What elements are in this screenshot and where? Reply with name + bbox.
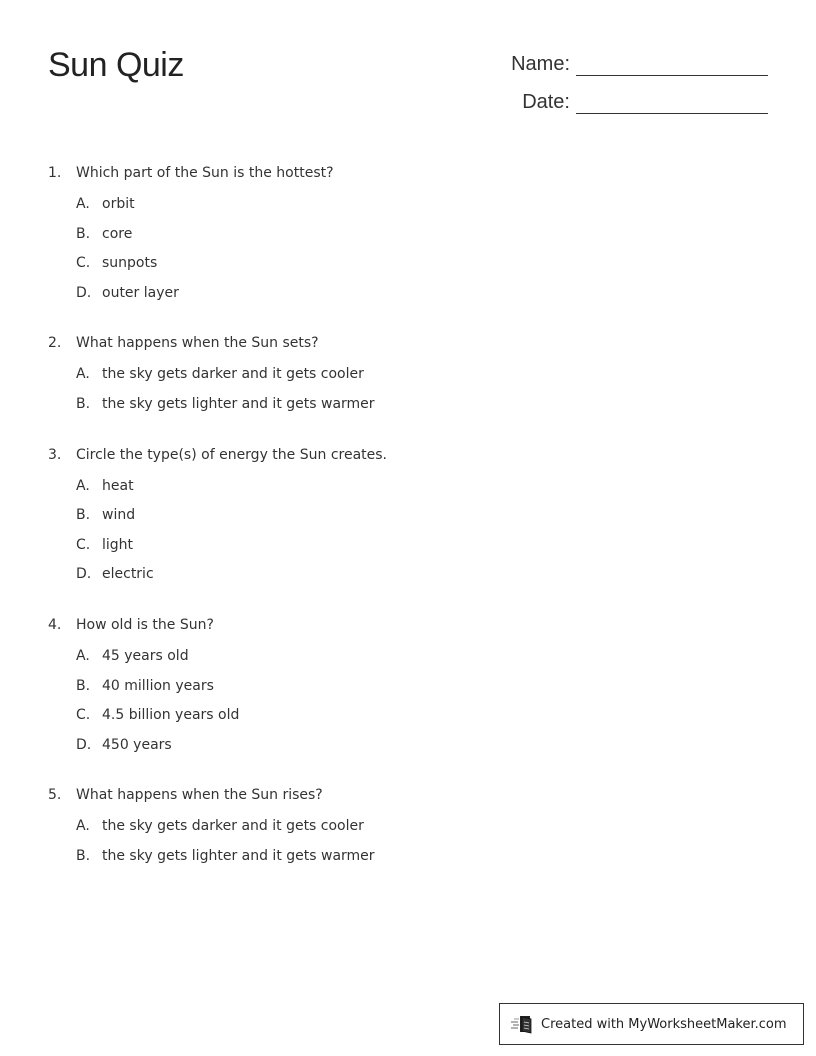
option-letter: C. <box>76 255 91 272</box>
question-number: 3. <box>48 446 62 463</box>
option-item[interactable] <box>76 283 748 313</box>
option-item[interactable] <box>76 735 748 765</box>
option-list <box>48 364 748 423</box>
question-number: 5. <box>48 787 62 804</box>
option-text: 4.5 billion years old <box>102 707 240 724</box>
option-letter: B. <box>76 677 91 694</box>
date-field <box>522 90 768 114</box>
question-number: 1. <box>48 165 62 181</box>
option-text: core <box>102 225 133 242</box>
option-text: electric <box>102 566 154 583</box>
option-text: the sky gets darker and it gets cooler <box>102 818 364 835</box>
option-text: 40 million years <box>102 677 214 694</box>
option-list <box>48 194 748 312</box>
page-title: Sun Quiz <box>48 46 184 84</box>
option-letter: B. <box>76 847 91 864</box>
name-field <box>511 52 768 76</box>
option-list <box>48 816 748 875</box>
option-item[interactable] <box>76 846 748 876</box>
option-item[interactable] <box>76 535 748 565</box>
option-letter: B. <box>76 507 91 524</box>
question-text: What happens when the Sun sets? <box>76 335 319 352</box>
question-5 <box>48 785 748 875</box>
date-label: Date: <box>522 91 570 113</box>
option-text: wind <box>102 507 136 524</box>
option-letter: A. <box>76 196 90 212</box>
question-text: Circle the type(s) of energy the Sun creates. <box>76 446 388 463</box>
option-letter: D. <box>76 284 92 301</box>
question-text: What happens when the Sun rises? <box>76 787 323 804</box>
option-item[interactable] <box>76 224 748 254</box>
option-letter: D. <box>76 736 92 753</box>
option-text: outer layer <box>102 284 179 301</box>
option-list <box>48 646 748 764</box>
option-item[interactable] <box>76 476 748 506</box>
option-item[interactable] <box>76 394 748 424</box>
option-text: heat <box>102 477 134 494</box>
question-3 <box>48 445 748 594</box>
question-number: 4. <box>48 616 62 633</box>
option-item[interactable] <box>76 364 748 394</box>
question-text: Which part of the Sun is the hottest? <box>76 165 334 181</box>
option-item[interactable] <box>76 505 748 535</box>
option-item[interactable] <box>76 646 748 676</box>
date-blank-line[interactable] <box>576 93 768 114</box>
option-letter: C. <box>76 707 91 724</box>
option-letter: D. <box>76 566 92 583</box>
option-letter: B. <box>76 395 91 412</box>
option-letter: A. <box>76 366 90 383</box>
option-item[interactable] <box>76 194 748 224</box>
option-text: orbit <box>102 196 135 212</box>
footer-text: Created with MyWorksheetMaker.com <box>541 1016 787 1032</box>
option-text: light <box>102 536 134 553</box>
option-item[interactable] <box>76 676 748 706</box>
option-item[interactable] <box>76 253 748 283</box>
name-label: Name: <box>511 53 570 75</box>
question-4 <box>48 615 748 764</box>
option-item[interactable] <box>76 564 748 594</box>
question-list <box>48 163 748 897</box>
option-letter: C. <box>76 536 91 553</box>
name-blank-line[interactable] <box>576 55 768 76</box>
option-list <box>48 476 748 594</box>
worksheet-logo-icon <box>510 1014 536 1034</box>
question-number: 2. <box>48 335 62 352</box>
question-text: How old is the Sun? <box>76 616 214 633</box>
footer-credit[interactable] <box>499 1003 804 1045</box>
option-item[interactable] <box>76 705 748 735</box>
option-item[interactable] <box>76 816 748 846</box>
question-2 <box>48 333 748 423</box>
option-text: the sky gets lighter and it gets warmer <box>102 847 375 864</box>
question-1 <box>48 163 748 312</box>
option-text: 45 years old <box>102 647 189 664</box>
option-text: the sky gets darker and it gets cooler <box>102 366 364 383</box>
option-text: 450 years <box>102 736 172 753</box>
option-letter: B. <box>76 225 91 242</box>
option-letter: A. <box>76 818 90 835</box>
option-letter: A. <box>76 647 90 664</box>
option-text: the sky gets lighter and it gets warmer <box>102 395 375 412</box>
option-letter: A. <box>76 477 90 494</box>
option-text: sunpots <box>102 255 158 272</box>
